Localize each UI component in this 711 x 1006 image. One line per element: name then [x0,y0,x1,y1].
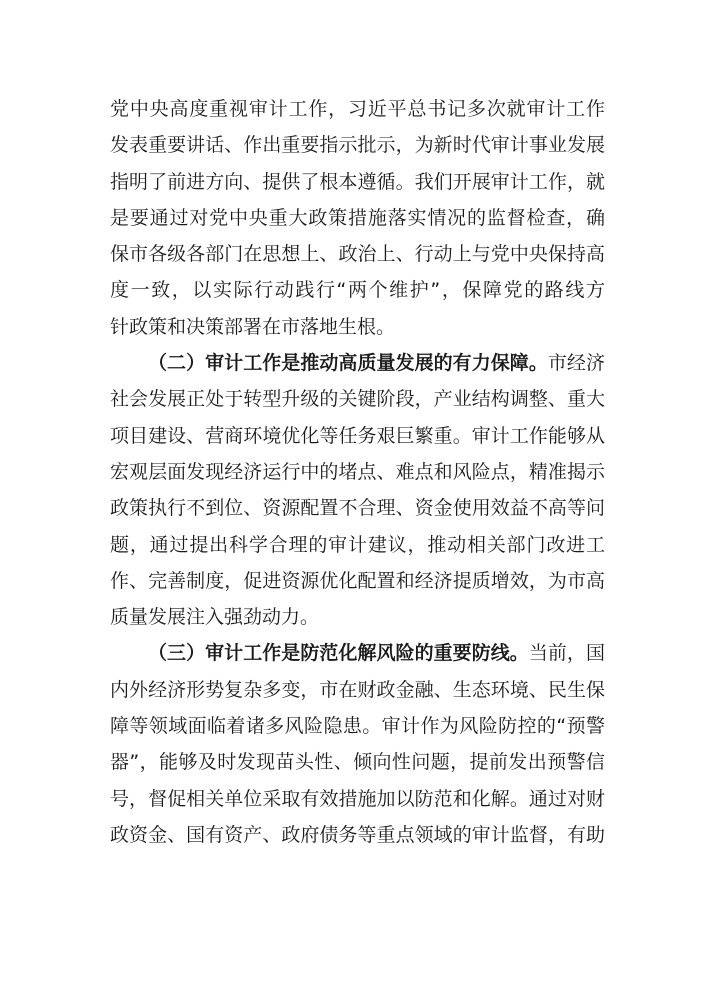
text-line: 质量发展注入强劲动力。 [110,606,320,629]
text-line: 内外经济形势复杂多变，市在财政金融、生态环境、民生保 [110,678,605,701]
text-line: 号，督促相关单位采取有效措施加以防范和化解。通过对财 [110,787,605,810]
text-run: 当前，国 [528,642,605,665]
paragraph-3 [110,635,605,853]
paragraph-2 [110,345,605,635]
text-line: 政策执行不到位、资源配置不合理、资金使用效益不高等问 [110,497,605,520]
document-body [110,91,605,853]
text-line: 作、完善制度，促进资源优化配置和经济提质增效，为市高 [110,569,605,592]
text-run: 市经济 [547,352,605,375]
text-line: 宏观层面发现经济运行中的堵点、难点和风险点，精准揭示 [110,460,605,483]
text-line: 项目建设、营商环境优化等任务艰巨繁重。审计工作能够从 [110,424,605,447]
text-line: 器”，能够及时发现苗头性、倾向性问题，提前发出预警信 [110,751,605,774]
text-line: 度一致，以实际行动践行“两个维护”，保障党的路线方 [110,279,605,302]
text-line: 保市各级各部门在思想上、政治上、行动上与党中央保持高 [110,243,605,266]
section-heading: （二）审计工作是推动高质量发展的有力保障。 [148,352,548,375]
text-line: 政资金、国有资产、政府债务等重点领域的审计监督，有助 [110,823,605,846]
text-line: 题，通过提出科学合理的审计建议，推动相关部门改进工 [110,533,605,556]
text-line: 障等领域面临着诸多风险隐患。审计作为风险防控的“预警 [110,715,605,738]
text-line: 社会发展正处于转型升级的关键阶段，产业结构调整、重大 [110,388,605,411]
paragraph-1 [110,91,605,345]
text-line: 针政策和决策部署在市落地生根。 [110,315,396,338]
section-heading: （三）审计工作是防范化解风险的重要防线。 [148,642,529,665]
text-line: 指明了前进方向、提供了根本遵循。我们开展审计工作，就 [110,170,605,193]
text-line: 党中央高度重视审计工作，习近平总书记多次就审计工作 [110,98,605,120]
paragraph-heading-line [110,345,605,381]
paragraph-heading-line [110,635,605,671]
text-line: 是要通过对党中央重大政策措施落实情况的监督检查，确 [110,206,605,229]
text-line: 发表重要讲话、作出重要指示批示，为新时代审计事业发展 [110,134,605,157]
